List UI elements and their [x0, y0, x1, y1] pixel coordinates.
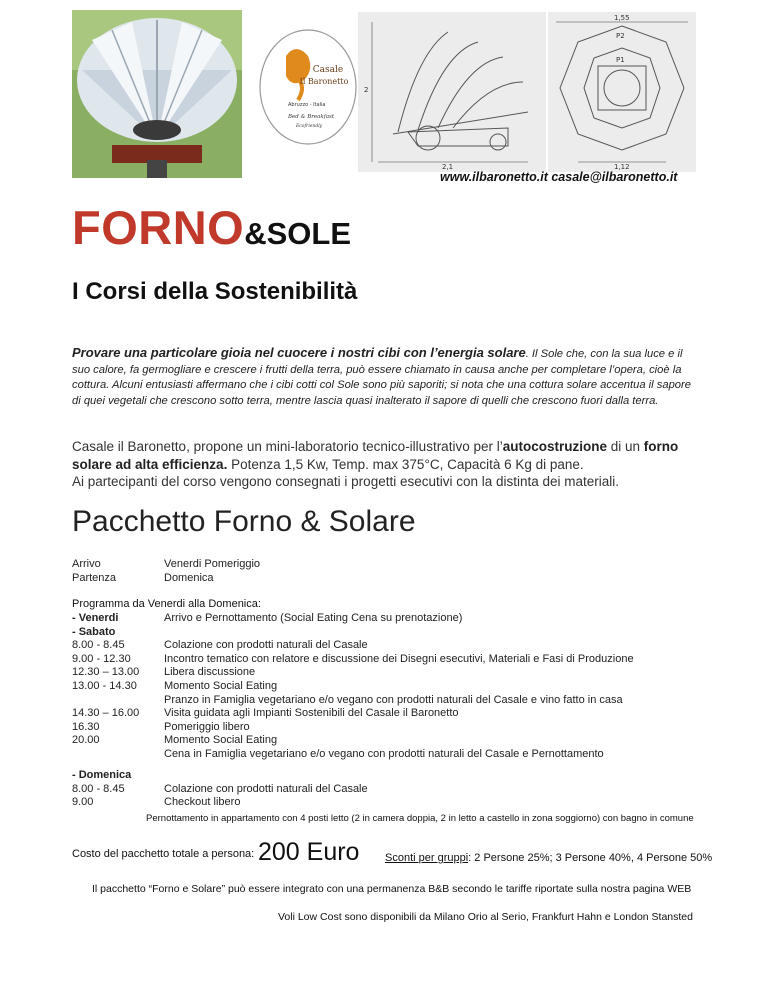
schedule-time: 13.00 - 14.30 — [72, 680, 137, 692]
schedule-activity: Venerdi Pomeriggio — [164, 558, 261, 570]
oven-top-drawing — [548, 12, 696, 172]
schedule-time: 14.30 – 16.00 — [72, 707, 140, 720]
page-title — [72, 200, 351, 255]
group-discounts — [385, 852, 712, 864]
schedule-activity: Momento Social Eating — [164, 734, 278, 747]
schedule-time: 12.30 – 13.00 — [72, 666, 140, 679]
svg-text:Bed & Breakfast: Bed & Breakfast — [288, 114, 335, 120]
schedule-activity: Colazione con prodotti naturali del Casale — [164, 782, 368, 795]
lab-paragraph — [72, 438, 712, 491]
title-sub: &SOLE — [244, 216, 352, 251]
flights-note: Voli Low Cost sono disponibili da Milano Orio al Serio, Frankfurt Hahn e London Stansted — [278, 911, 693, 923]
contact-links[interactable]: www.ilbaronetto.it casale@ilbaronetto.it — [440, 170, 678, 184]
svg-text:P1: P1 — [616, 56, 625, 64]
intro-body: . Il Sole che, con la sua luce e il suo calore, fa germogliare e crescere i frutti della terra, può essere chiamato in causa anche per completare l’opera, cioè la cottura. Alcuni entusiasti affermano che i cibi cotti col Sole sono più saporiti; si nota che una cottura solare accentua il sapore di quei vegetali che crescono sotto terra, mentre lascia quasi inalterato il sapore di quelli che crescono fuori dalla terra. — [72, 348, 691, 407]
svg-text:P2: P2 — [616, 32, 625, 40]
subtitle: I Corsi della Sostenibilità — [72, 278, 358, 305]
schedule-activity: Cena in Famiglia vegetariano e/o vegano con prodotti naturali del Casale e Pernottamento — [164, 748, 604, 760]
package-title: Pacchetto Forno & Solare — [72, 505, 416, 538]
schedule-activity: Pranzo in Famiglia vegetariano e/o vegano con prodotti naturali del Casale e vino fatto in casa — [164, 693, 623, 706]
solar-oven-photo — [72, 10, 242, 178]
svg-text:2: 2 — [364, 86, 369, 94]
price: 200 Euro — [258, 838, 360, 866]
schedule-time: - Domenica — [72, 769, 132, 781]
schedule-time: - Venerdi — [72, 612, 119, 624]
schedule-time: 16.30 — [72, 720, 100, 733]
title-main: FORNO — [72, 201, 245, 254]
schedule-time: 8.00 - 8.45 — [72, 782, 125, 795]
schedule-activity: Incontro tematico con relatore e discussione dei Disegni esecutivi, Materiali e Fasi di Produzione — [164, 652, 634, 665]
oven-side-drawing — [358, 12, 546, 172]
svg-text:1,12: 1,12 — [614, 163, 630, 171]
lab-text-2: di un — [606, 439, 644, 454]
schedule-activity: Colazione con prodotti naturali del Casale — [164, 639, 368, 652]
svg-text:Abruzzo - Italia: Abruzzo - Italia — [288, 102, 326, 108]
program-title: Programma da Venerdi alla Domenica: — [72, 598, 261, 610]
casale-logo — [258, 28, 358, 146]
accommodation-note: Pernottamento in appartamento con 4 posti letto (2 in camera doppia, 2 in letto a castello in zona soggiorno) con bagno in comune — [146, 813, 694, 824]
schedule-activity: Libera discussione — [164, 666, 256, 679]
schedule-time: 9.00 - 12.30 — [72, 652, 131, 665]
schedule-activity: Pomeriggio libero — [164, 720, 250, 733]
lab-text-4: Ai partecipanti del corso vengono consegnati i progetti esecutivi con la distinta dei materiali. — [72, 474, 620, 489]
schedule-activity: Momento Social Eating — [164, 680, 278, 692]
schedule-activity: Visita guidata agli Impianti Sostenibili del Casale il Baronetto — [164, 707, 459, 720]
groups-label: Sconti per gruppi — [385, 852, 469, 864]
lab-text-1: Casale il Baronetto, propone un mini-laboratorio tecnico-illustrativo per l’ — [72, 439, 503, 454]
schedule-time: 20.00 — [72, 734, 100, 747]
lab-bold-1: autocostruzione — [502, 439, 607, 454]
schedule-time: Partenza — [72, 572, 117, 584]
cost-label: Costo del pacchetto totale a persona: — [72, 848, 255, 860]
schedule-activity: Checkout libero — [164, 796, 241, 809]
schedule-activity: Domenica — [164, 572, 214, 584]
schedule-time: Arrivo — [72, 558, 101, 570]
svg-text:Casale: Casale — [312, 65, 344, 75]
svg-text:Ecofriendly: Ecofriendly — [296, 124, 323, 129]
schedule-time: 9.00 — [72, 796, 94, 809]
groups-text: : 2 Persone 25%; 3 Persone 40%, 4 Persone 50% — [468, 852, 713, 864]
svg-text:1,55: 1,55 — [614, 14, 630, 22]
lab-bold-2: forno solare ad alta efficienza. — [72, 439, 679, 472]
intro-paragraph — [72, 345, 702, 409]
svg-text:2,1: 2,1 — [442, 163, 454, 171]
schedule-time: - Sabato — [72, 625, 116, 638]
schedule-time: 8.00 - 8.45 — [72, 639, 125, 652]
intro-lead: Provare una particolare gioia nel cuocere i nostri cibi con l’energia solare — [72, 345, 526, 360]
schedule-activity: Arrivo e Pernottamento (Social Eating Cena su prenotazione) — [164, 612, 463, 624]
lab-text-3: Potenza 1,5 Kw, Temp. max 375°C, Capacità 6 Kg di pane. — [227, 456, 584, 472]
package-note: Il pacchetto “Forno e Solare” può essere integrato con una permanenza B&B secondo le tariffe riportate sulla nostra pagina WEB — [92, 883, 692, 895]
svg-text:Il Baronetto: Il Baronetto — [299, 77, 349, 86]
